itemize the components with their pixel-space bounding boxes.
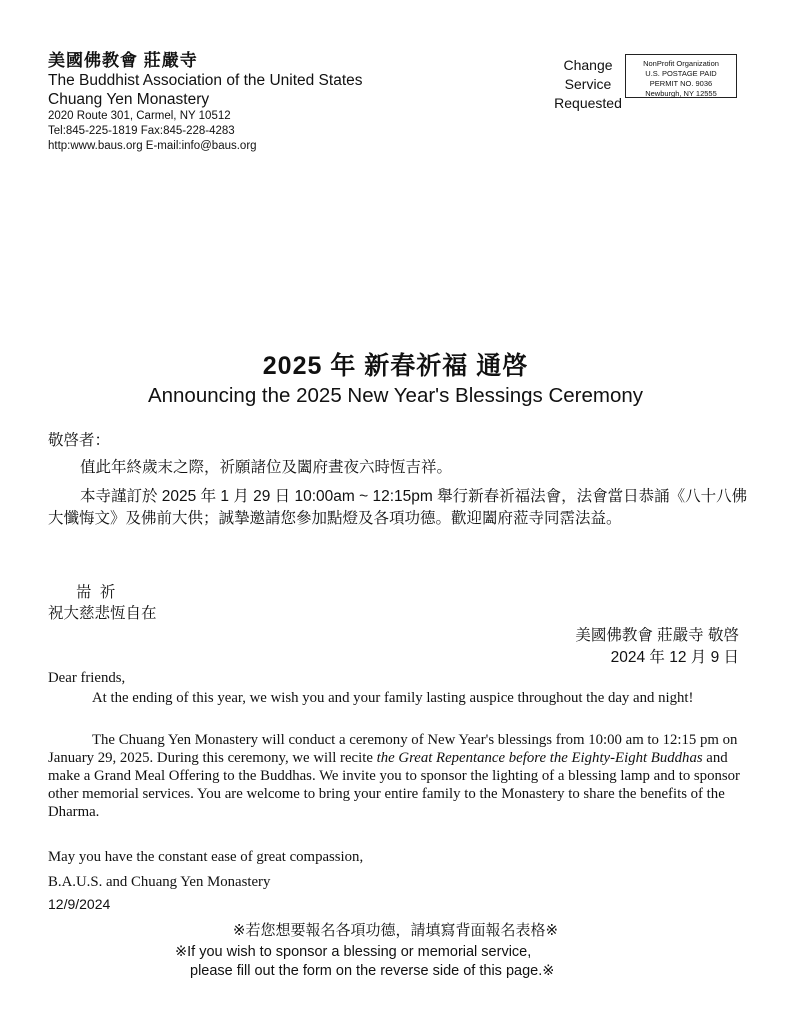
date-english: 12/9/2024 xyxy=(48,896,111,912)
date-chinese: 2024 年 12 月 9 日 xyxy=(610,649,739,666)
org-name-english: The Buddhist Association of the United States xyxy=(48,72,363,89)
sutra-title: the Great Repentance before the Eighty-Eight Buddhas xyxy=(376,750,703,766)
signature-english: B.A.U.S. and Chuang Yen Monastery xyxy=(48,874,271,890)
salutation-english: Dear friends, xyxy=(48,670,126,686)
title-chinese: 2025 年 新春祈福 通啓 xyxy=(262,352,529,380)
paragraph-2-chinese: 本寺謹訂於 2025 年 1 月 29 日 10:00am ~ 12:15pm 舉行新春祈福法會，法會當日恭誦《八十八佛大懺悔文》及佛前大供；誠摯邀請您參加點燈及各項功德。歡迎闔府蒞寺同霑法益。 xyxy=(48,488,748,527)
monastery-name: Chuang Yen Monastery xyxy=(48,91,210,108)
address: 2020 Route 301, Carmel, NY 10512 xyxy=(48,110,231,122)
paragraph-1-chinese: 值此年終歲末之際，祈願諸位及闔府晝夜六時恆吉祥。 xyxy=(80,459,453,476)
closing-1-chinese: 耑 祈 xyxy=(76,584,118,601)
signature-chinese: 美國佛教會 莊嚴寺 敬啓 xyxy=(575,627,739,644)
note-english-line-2: please fill out the form on the reverse side of this page.※ xyxy=(190,963,555,979)
paragraph-1-english: At the ending of this year, we wish you and your family lasting auspice throughout the day and night! xyxy=(92,690,694,706)
tel-fax: Tel:845-225-1819 Fax:845-228-4283 xyxy=(48,125,235,137)
web-email: http:www.baus.org E-mail:info@baus.org xyxy=(48,140,257,152)
note-english-line-1: ※If you wish to sponsor a blessing or memorial service, xyxy=(175,944,532,960)
salutation-chinese: 敬啓者： xyxy=(48,432,111,449)
note-chinese: ※若您想要報名各項功德，請填寫背面報名表格※ xyxy=(232,922,559,939)
change-service-requested: Change Service Requested xyxy=(554,57,622,111)
letterhead xyxy=(48,46,363,154)
postage-indicia: NonProfit Organization U.S. POSTAGE PAID PERMIT NO. 9036 Newburgh, NY 12555 xyxy=(625,54,737,98)
closing-english: May you have the constant ease of great compassion, xyxy=(48,849,364,865)
title-english: Announcing the 2025 New Year's Blessings Ceremony xyxy=(147,384,644,407)
org-name-chinese: 美國佛教會 莊嚴寺 xyxy=(48,51,198,70)
closing-2-chinese: 祝大慈悲恆自在 xyxy=(48,605,157,622)
paragraph-2-english: The Chuang Yen Monastery will conduct a ceremony of New Year's blessings from 10:00 am to 12:15 pm on January 29, 2025. During this ceremony, we will recite the Great Repentance before the Eighty-Eight Buddhas and make a Grand Meal Offering to the Buddhas. We invite you to sponsor the lighting of a blessing lamp and to sponsor other memorial services. You are welcome to bring your entire family to the Monastery to share the benefits of the Dharma. xyxy=(48,732,740,820)
